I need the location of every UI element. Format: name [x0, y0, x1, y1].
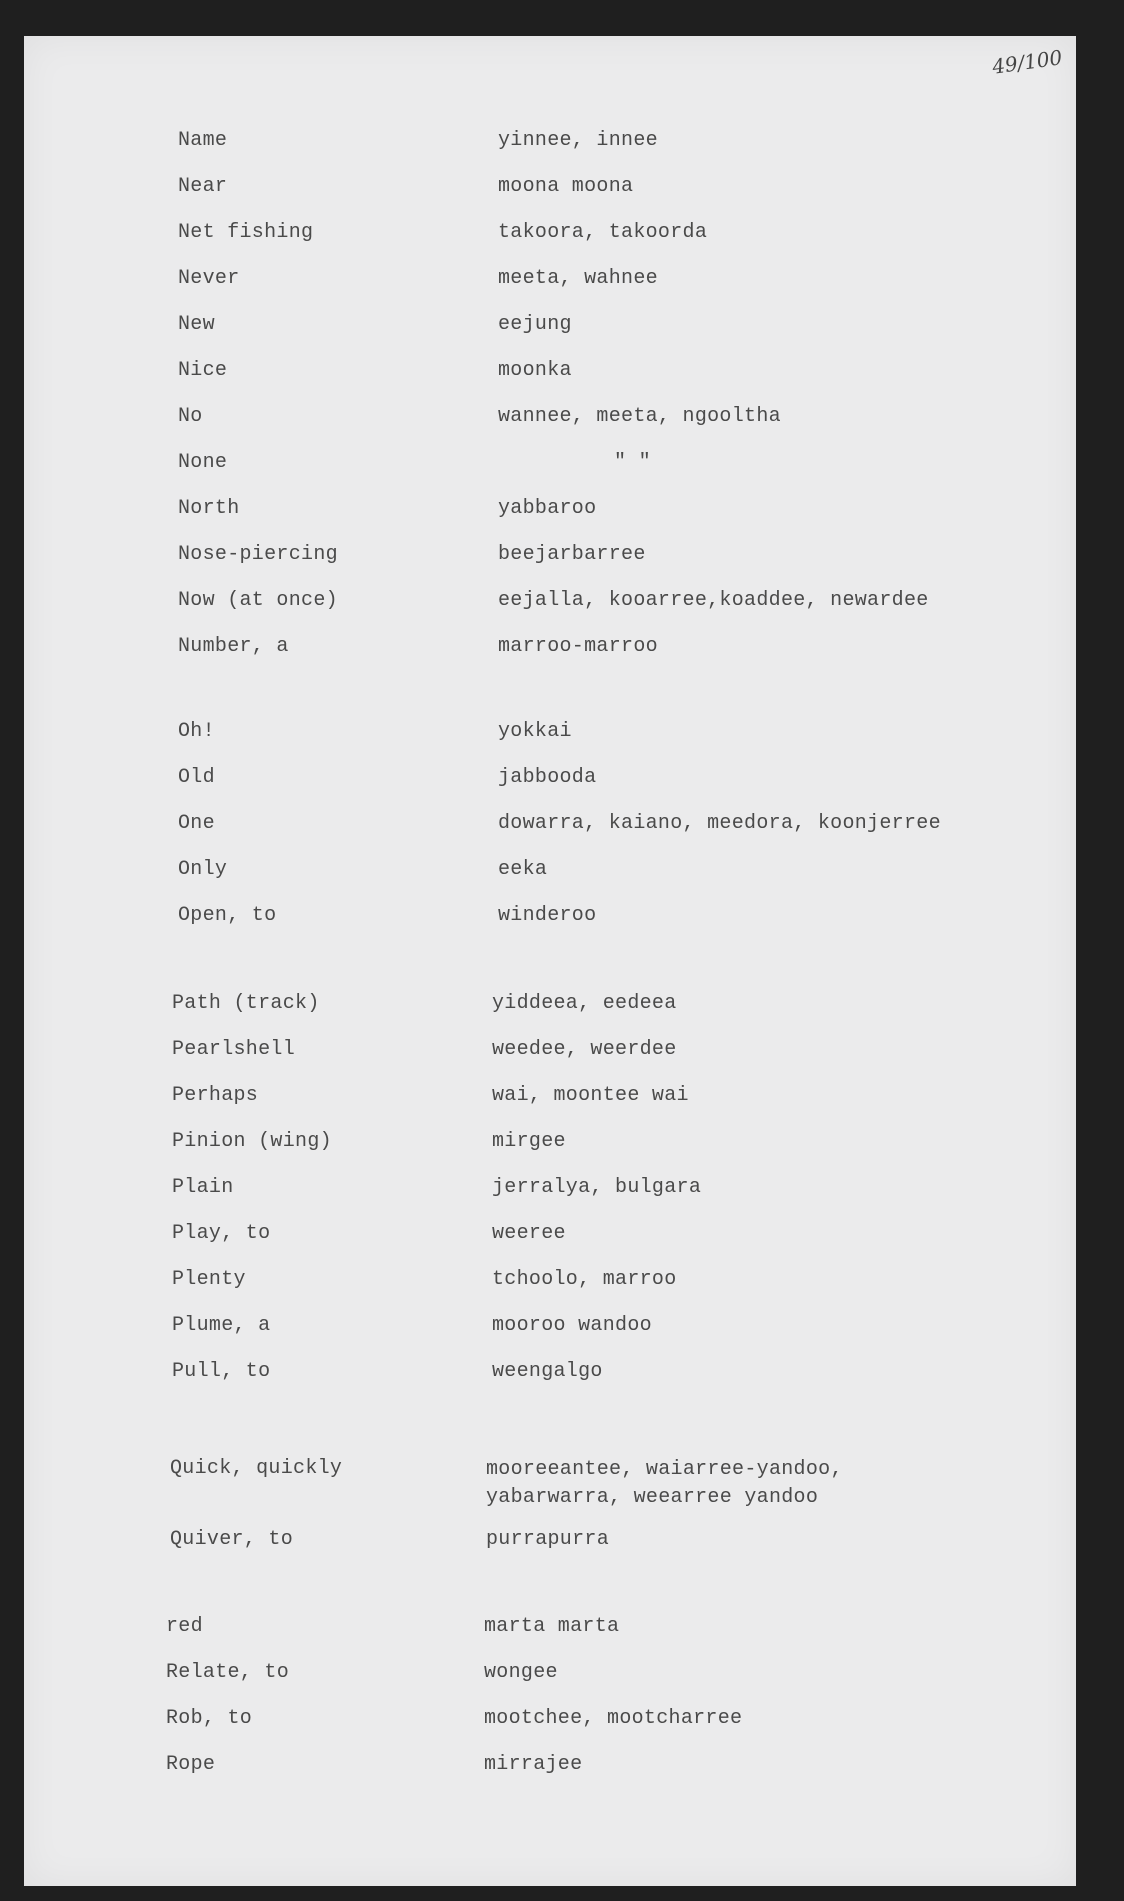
aboriginal-translation: wongee	[484, 1661, 558, 1684]
aboriginal-translation: purrapurra	[486, 1528, 610, 1551]
vocab-entry	[24, 719, 1076, 765]
aboriginal-translation: weeree	[492, 1222, 566, 1245]
english-term: Nice	[178, 359, 228, 382]
aboriginal-translation: weedee, weerdee	[492, 1038, 677, 1061]
english-term: North	[178, 497, 240, 520]
aboriginal-translation: " "	[614, 451, 651, 474]
english-term: Quiver, to	[170, 1528, 294, 1551]
aboriginal-translation: dowarra, kaiano, meedora, koonjerree	[498, 812, 941, 835]
document-page	[24, 36, 1076, 1886]
aboriginal-translation: yokkai	[498, 720, 572, 743]
aboriginal-translation: eejalla, kooarree,koaddee, newardee	[498, 589, 929, 612]
aboriginal-translation: jabbooda	[498, 766, 597, 789]
aboriginal-translation: winderoo	[498, 904, 597, 927]
english-term: Quick, quickly	[170, 1457, 343, 1480]
aboriginal-translation: wannee, meeta, ngooltha	[498, 405, 781, 428]
aboriginal-translation: takoora, takoorda	[498, 221, 708, 244]
english-term: Plenty	[172, 1268, 246, 1291]
section-n	[24, 128, 1076, 680]
english-term: Path (track)	[172, 992, 320, 1015]
vocab-entry	[24, 991, 1076, 1037]
vocab-entry	[24, 1221, 1076, 1267]
vocab-entry	[24, 1083, 1076, 1129]
vocab-entry	[24, 220, 1076, 266]
english-term: Pull, to	[172, 1360, 271, 1383]
english-term: Pearlshell	[172, 1038, 296, 1061]
english-term: Play, to	[172, 1222, 271, 1245]
vocab-entry	[24, 1037, 1076, 1083]
vocab-entry	[24, 128, 1076, 174]
vocab-entry	[24, 1706, 1076, 1752]
aboriginal-translation: meeta, wahnee	[498, 267, 658, 290]
section-r	[24, 1614, 1076, 1798]
aboriginal-translation: tchoolo, marroo	[492, 1268, 677, 1291]
english-term: New	[178, 313, 215, 336]
aboriginal-translation: beejarbarree	[498, 543, 646, 566]
english-term: Rob, to	[166, 1707, 253, 1730]
vocab-entry	[24, 1129, 1076, 1175]
english-term: Name	[178, 129, 228, 152]
aboriginal-translation: weengalgo	[492, 1360, 603, 1383]
english-term: Oh!	[178, 720, 215, 743]
vocab-entry	[24, 1267, 1076, 1313]
vocab-entry	[24, 174, 1076, 220]
vocab-entry	[24, 542, 1076, 588]
english-term: Plain	[172, 1176, 234, 1199]
vocab-entry	[24, 496, 1076, 542]
aboriginal-translation: mooroo wandoo	[492, 1314, 652, 1337]
vocab-entry	[24, 312, 1076, 358]
english-term: Near	[178, 175, 228, 198]
aboriginal-translation: moonka	[498, 359, 572, 382]
english-term: None	[178, 451, 228, 474]
vocab-entry	[24, 1614, 1076, 1660]
vocab-entry	[24, 857, 1076, 903]
vocab-entry	[24, 1313, 1076, 1359]
english-term: Only	[178, 858, 228, 881]
english-term: Nose-piercing	[178, 543, 338, 566]
section-o	[24, 719, 1076, 949]
folio-number: 49/100	[990, 45, 1064, 79]
vocab-entry	[24, 1660, 1076, 1706]
aboriginal-translation: mirrajee	[484, 1753, 583, 1776]
english-term: Pinion (wing)	[172, 1130, 332, 1153]
aboriginal-translation: eeka	[498, 858, 548, 881]
english-term: Rope	[166, 1753, 216, 1776]
vocab-entry	[24, 811, 1076, 857]
english-term: No	[178, 405, 203, 428]
english-term: Old	[178, 766, 215, 789]
vocab-entry	[24, 1752, 1076, 1798]
aboriginal-translation: mootchee, mootcharree	[484, 1707, 743, 1730]
aboriginal-translation: mooreeantee, waiarree-yandoo, yabarwarra, weearree yandoo	[486, 1458, 843, 1509]
aboriginal-translation: yinnee, innee	[498, 129, 658, 152]
vocab-entry	[24, 450, 1076, 496]
aboriginal-translation: eejung	[498, 313, 572, 336]
english-term: Number, a	[178, 635, 289, 658]
english-term: Now (at once)	[178, 589, 338, 612]
vocab-entry	[24, 1456, 1076, 1527]
vocab-entry	[24, 1175, 1076, 1221]
english-term: Perhaps	[172, 1084, 259, 1107]
english-term: Never	[178, 267, 240, 290]
aboriginal-translation: yabbaroo	[498, 497, 597, 520]
section-q	[24, 1456, 1076, 1573]
vocab-entry	[24, 634, 1076, 680]
english-term: Net fishing	[178, 221, 314, 244]
english-term: red	[166, 1615, 203, 1638]
vocab-entry	[24, 358, 1076, 404]
english-term: One	[178, 812, 215, 835]
section-p	[24, 991, 1076, 1405]
vocab-entry	[24, 903, 1076, 949]
vocab-entry	[24, 404, 1076, 450]
aboriginal-translation: moona moona	[498, 175, 634, 198]
vocab-entry	[24, 588, 1076, 634]
english-term: Open, to	[178, 904, 277, 927]
aboriginal-translation: wai, moontee wai	[492, 1084, 689, 1107]
aboriginal-translation: yiddeea, eedeea	[492, 992, 677, 1015]
vocab-entry	[24, 1359, 1076, 1405]
aboriginal-translation: jerralya, bulgara	[492, 1176, 702, 1199]
english-term: Plume, a	[172, 1314, 271, 1337]
aboriginal-translation: marroo-marroo	[498, 635, 658, 658]
aboriginal-translation: mirgee	[492, 1130, 566, 1153]
vocab-entry	[24, 1527, 1076, 1573]
vocab-entry	[24, 266, 1076, 312]
aboriginal-translation: marta marta	[484, 1615, 620, 1638]
vocab-entry	[24, 765, 1076, 811]
english-term: Relate, to	[166, 1661, 290, 1684]
